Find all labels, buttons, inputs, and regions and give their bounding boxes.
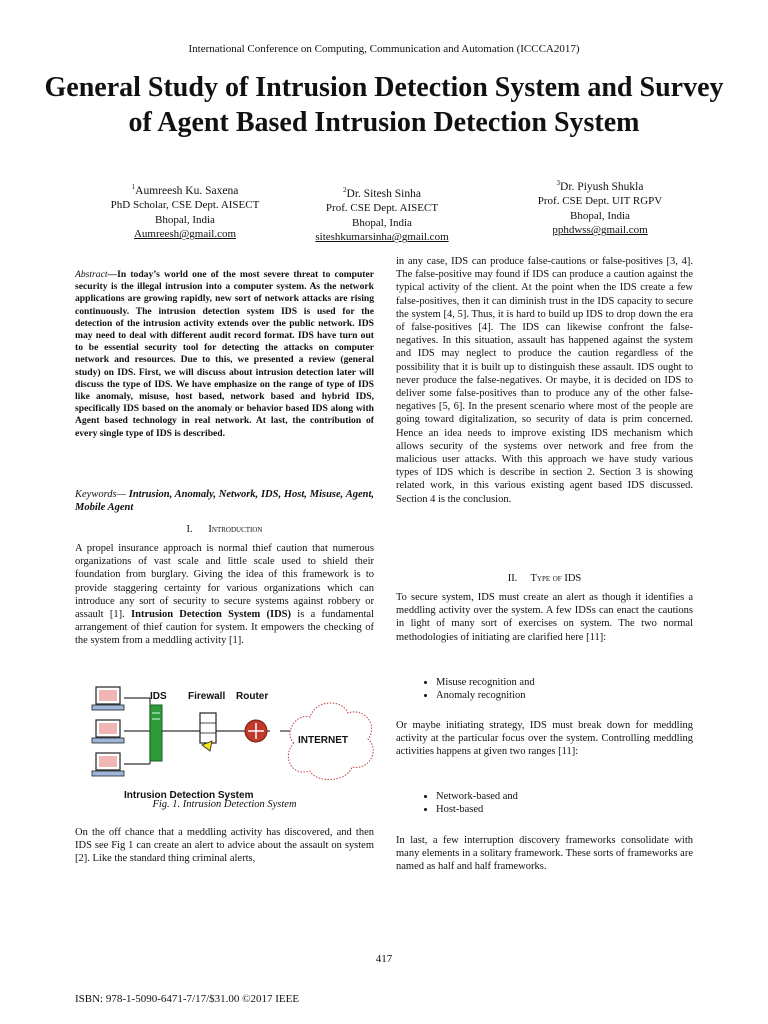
author-location: Bhopal, India: [155, 213, 215, 226]
author-name: Dr. Piyush Shukla: [560, 180, 644, 193]
section-heading-introduction: [75, 524, 374, 535]
ids-label: IDS: [150, 691, 167, 702]
range-list: [396, 790, 693, 816]
intro-paragraph-1: [75, 542, 374, 648]
abstract-text: —In today’s world one of the most severe threat to computer security is the illegal intrusion into a computer system. As the network applications are growing rapidly, new sort of network attacks are rising continuously. The intrusion detection system IDS is used for the detection of the intrusion activity extends over the public network. IDS may need to deal with different audit record format. IDS have turn out to be essential security tool for detecting the attacks on computer network and resources. Due to this, we presented a review (general study) on IDS. First, we will discuss about intrusion detection later will discuss the type of IDS. We have emphasize on the range of type of IDS like anomaly, misuse, host based, network based and hybrid IDS, specifically IDS based on the anomaly or behavior based IDS along with Agent based technology in real network. At last, the contribution of every single type of IDS is described.: [75, 269, 374, 439]
paper-title: General Study of Intrusion Detection System and Survey of Agent Based Intrusion Detection System: [44, 72, 724, 138]
author-affiliation: PhD Scholar, CSE Dept. AISECT: [110, 199, 260, 212]
router-label: Router: [236, 691, 269, 702]
abstract: [75, 269, 374, 440]
section-heading-type-of-ids: [396, 573, 693, 584]
page-number: 417: [375, 953, 393, 965]
right-paragraph-4: In last, a few interruption discovery frameworks consolidate with many elements in a solitary framework. These sorts of frameworks are named as half and half frameworks.: [396, 835, 693, 873]
author-name: Dr. Sitesh Sinha: [346, 187, 421, 200]
author-location: Bhopal, India: [352, 216, 412, 229]
author-block-3: [505, 176, 695, 238]
author-email[interactable]: siteshkumarsinha@gmail.com: [315, 231, 449, 244]
author-number: 3: [556, 179, 561, 187]
author-block-1: [70, 180, 300, 242]
section-title: Type of IDS: [530, 573, 582, 584]
list-item: • Misuse recognition and: [436, 676, 693, 689]
keywords-text: Intrusion, Anomaly, Network, IDS, Host, Misuse, Agent, Mobile Agent: [75, 489, 374, 513]
ids-diagram: [84, 683, 374, 813]
computer-icon: [92, 720, 124, 743]
section-number: I.: [186, 524, 193, 535]
list-item: • Host-based: [436, 803, 693, 816]
figure-caption: Fig. 1. Intrusion Detection System: [152, 799, 297, 810]
right-paragraph-2: To secure system, IDS must create an alert as though it identifies a meddling activity over the system. A few IDSs can enact the cautions in light of many sort of exercises on system. The two normal methodologies of initiating are clarified here [11]:: [396, 592, 693, 643]
author-location: Bhopal, India: [570, 209, 630, 222]
approach-list: [396, 676, 693, 702]
author-email[interactable]: Aumreesh@gmail.com: [133, 228, 237, 241]
computer-icon: [92, 753, 124, 776]
firewall-icon: [200, 713, 216, 743]
author-number: 2: [343, 186, 347, 194]
firewall-label: Firewall: [188, 691, 226, 702]
keywords-lead: Keywords—: [75, 489, 126, 500]
abstract-lead: Abstract: [75, 269, 108, 280]
author-affiliation: Prof. CSE Dept. UIT RGPV: [537, 195, 663, 208]
internet-label: INTERNET: [298, 735, 348, 746]
ids-figure: [84, 683, 374, 813]
author-block-2: [297, 183, 467, 245]
intro-text-cont: is a fundamental arrangement of thief caution for system. It empowers the checking of the system from a meddling activity [1].: [75, 609, 374, 647]
author-name: Aumreesh Ku. Saxena: [135, 184, 239, 197]
author-email[interactable]: pphdwss@gmail.com: [552, 224, 648, 237]
intro-text: A propel insurance approach is normal thief caution that numerous organizations of vast scale and little scale used to shield their foundation from burglary. Giving the idea of this framework is to provide staggering certainty for various organizations which can introduce any sort of security to secure systems against robbery or assault [1].: [75, 543, 374, 621]
isbn-footer: ISBN: 978-1-5090-6471-7/17/$31.00 ©2017 IEEE: [75, 993, 300, 1005]
section-title: Introduction: [208, 524, 263, 535]
right-paragraph-3: Or maybe initiating strategy, IDS must break down for meddling activity at the particular focus over the system. Controlling meddling activities happens at given two ranges [11]:: [396, 720, 693, 758]
keywords: [75, 488, 374, 514]
right-paragraph-1: in any case, IDS can produce false-cautions or false-positives [3, 4]. The false-positive may found if IDS can produce a caution against the typical activity of the client. At the point when the IDS create a few false-positives, then it can diminish trust in the IDS capacity to secure the system [4, 5]. Thus, it is hard to build up IDS to drop down the era of false-positives [4]. The IDS can likewise confront the false-negatives. In this situation, assault has happened against the system and IDS may neglect to produce the caution regardless of the possibility that it is built up to distinguish these assault. IDS ought to never produce the false-negatives. Or maybe, it is decided on IDS to deliver some false-positives than to produce any of the other false-negatives [5, 6]. In the present scenario where most of the people are going toward digitalization, so security of data is prim concerned. Hence an idea needs to improve existing IDS mechanism which allows security of the systems over network and free from the malicious user attacks. With this approach we have study various types of IDS which is describe in section 2. Section 3 is showing related work, in this various existing agent based IDS discussed. Section 4 is the conclusion.: [396, 256, 693, 505]
computer-icon: [92, 687, 124, 710]
author-number: 1: [131, 183, 136, 191]
list-item: • Anomaly recognition: [436, 689, 693, 702]
intro-paragraph-2: On the off chance that a meddling activity has discovered, and then IDS see Fig 1 can create an alert to advice about the assault on system [2]. Like the standard thing criminal alerts,: [75, 827, 374, 865]
conference-header: International Conference on Computing, Communication and Automation (ICCCA2017): [188, 43, 580, 55]
system-label: Intrusion Detection System: [124, 790, 254, 801]
list-item: • Network-based and: [436, 790, 693, 803]
author-affiliation: Prof. CSE Dept. AISECT: [325, 202, 439, 215]
section-number: II.: [507, 573, 518, 584]
ids-term: Intrusion Detection System (IDS): [131, 609, 292, 621]
